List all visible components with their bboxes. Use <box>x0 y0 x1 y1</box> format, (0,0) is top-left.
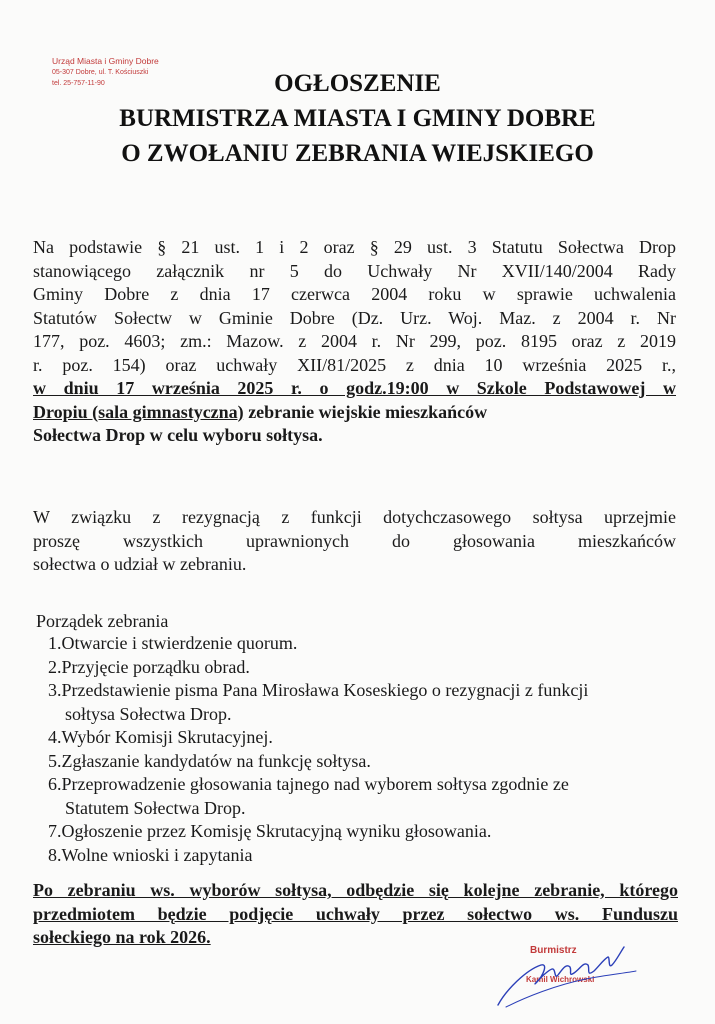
agenda-item-continuation: sołtysa Sołectwa Drop. <box>65 703 232 724</box>
stamp-line-office: Urząd Miasta i Gminy Dobre <box>52 56 159 66</box>
paragraph-line: sołectwa o udział w zebraniu. <box>33 554 247 574</box>
signature-block <box>486 935 666 1015</box>
closing-line: Po zebraniu ws. wyborów sołtysa, odbędzie się kolejne zebranie, którego <box>33 880 678 900</box>
paragraph-line: proszę wszystkich uprawnionych do głosowania mieszkańców <box>33 530 676 551</box>
handwritten-signature-icon <box>486 935 666 1015</box>
agenda-item: 6.Przeprowadzenie głosowania tajnego nad wyborem sołtysa zgodnie ze <box>48 774 569 794</box>
stamp-line-address: 05-307 Dobre, ul. T. Kościuszki <box>52 69 149 76</box>
meeting-purpose-line: Sołectwa Drop w celu wyboru sołtysa. <box>33 425 323 445</box>
title-line-2: BURMISTRZA MIASTA I GMINY DOBRE <box>119 105 596 132</box>
document-title <box>0 66 715 171</box>
meeting-purpose-start: zebranie wiejskie mieszkańców <box>243 401 488 422</box>
agenda-heading: Porządek zebrania <box>36 611 169 631</box>
title-line-3: O ZWOŁANIU ZEBRANIA WIEJSKIEGO <box>121 140 594 167</box>
signature-name: Kamil Wichrowski <box>526 975 595 984</box>
agenda-item: 7.Ogłoszenie przez Komisję Skrutacyjną wyniku głosowania. <box>48 821 492 841</box>
paragraph-line: 177, poz. 4603; zm.: Mazow. z 2004 r. Nr 299, poz. 8195 oraz z 2019 <box>33 331 676 351</box>
legal-basis-paragraph <box>33 236 676 448</box>
paragraph-line: r. poz. 154) oraz uchwały XII/81/2025 z dnia 10 września 2025 r., <box>33 354 676 375</box>
closing-line: przedmiotem będzie podjęcie uchwały przez sołectwo ws. Funduszu <box>33 903 678 924</box>
signature-role: Burmistrz <box>530 945 577 956</box>
meeting-date-line: w dniu 17 września 2025 r. o godz.19:00 w Szkole Podstawowej w <box>33 378 676 398</box>
agenda-item: 8.Wolne wnioski i zapytania <box>48 844 253 865</box>
meeting-place-line <box>33 401 676 425</box>
paragraph-line: Statutów Sołectw w Gminie Dobre (Dz. Urz. Woj. Maz. z 2004 r. Nr <box>33 307 676 328</box>
agenda-item: 1.Otwarcie i stwierdzenie quorum. <box>48 633 298 653</box>
agenda-list <box>48 632 688 867</box>
invitation-paragraph <box>33 506 676 577</box>
paragraph-line: Na podstawie § 21 ust. 1 i 2 oraz § 29 ust. 3 Statutu Sołectwa Drop <box>33 237 676 257</box>
title-line-1: OGŁOSZENIE <box>274 70 441 97</box>
agenda-item-continuation: Statutem Sołectwa Drop. <box>65 797 246 818</box>
paragraph-line: Gminy Dobre z dnia 17 czerwca 2004 roku w sprawie uchwalenia <box>33 284 676 304</box>
agenda-item: 3.Przedstawienie pisma Pana Mirosława Koseskiego o rezygnacji z funkcji <box>48 680 589 700</box>
stamp-line-phone: tel. 25-757-11-90 <box>52 80 105 87</box>
agenda-item: 4.Wybór Komisji Skrutacyjnej. <box>48 727 273 747</box>
closing-line: sołeckiego na rok 2026. <box>33 927 211 947</box>
paragraph-line: stanowiącego załącznik nr 5 do Uchwały Nr XVII/140/2004 Rady <box>33 260 676 281</box>
agenda-item: 2.Przyjęcie porządku obrad. <box>48 656 250 677</box>
agenda-item: 5.Zgłaszanie kandydatów na funkcję sołtysa. <box>48 750 371 771</box>
paragraph-line: W związku z rezygnacją z funkcji dotychczasowego sołtysa uprzejmie <box>33 507 676 527</box>
meeting-place: Dropiu (sala gimnastyczna) <box>33 401 244 422</box>
